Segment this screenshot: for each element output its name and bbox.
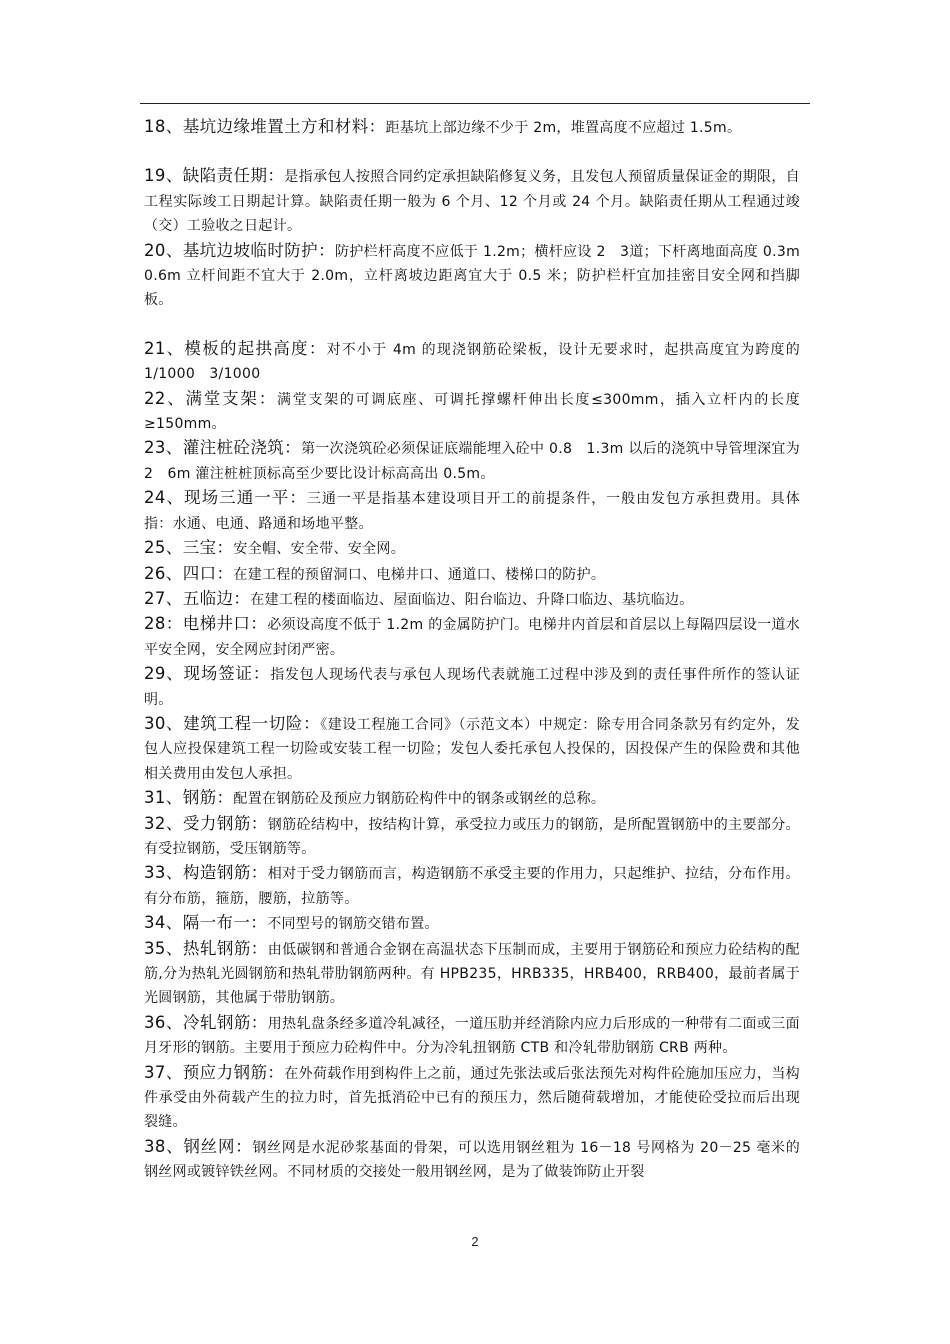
entry-term: 38、钢丝网： [144, 1136, 253, 1156]
entry-text: 满堂支架的可调底座、可调托撑螺杆伸出长度≤300mm，插入立杆内的长度≥150mm。 [144, 391, 800, 433]
entry-27 [144, 587, 800, 612]
entry-text: 《建设工程施工合同》（示范文本）中规定：除专用合同条款另有约定外，发包人应投保建筑工程一切险或安装工程一切险；发包人委托承包人投保的，因投保产生的保险费和其他相关费用由发包人承担。 [144, 716, 800, 782]
entry-term: 32、受力钢筋： [144, 813, 268, 833]
entry-29 [144, 662, 800, 712]
entry-term: 22、满堂支架： [144, 388, 278, 408]
entry-term: 34、隔一布一： [144, 913, 268, 933]
entry-term: 20、基坑边坡临时防护： [144, 240, 336, 260]
entry-text: 配置在钢筋砼及预应力钢筋砼构件中的钢条或钢丝的总称。 [233, 791, 606, 808]
entry-term: 35、热轧钢筋： [144, 938, 268, 958]
entry-text: 用热轧盘条经多道冷轧减径，一道压肋并经消除内应力后形成的一种带有二面或三面月牙形的钢筋。主要用于预应力砼构件中。分为冷轧扭钢筋 CTB 和冷轧带肋钢筋 CRB 两种。 [144, 1015, 800, 1057]
entry-term: 27、五临边： [144, 588, 251, 608]
entry-37 [144, 1061, 800, 1135]
entry-text: 不同型号的钢筋交错布置。 [267, 916, 439, 933]
entry-text: 是指承包人按照合同约定承担缺陷修复义务，且发包人预留质量保证金的期限，自工程实际竣工日期起计算。缺陷责任期一般为 6 个月、12 个月或 24 个月。缺陷责任期从工程通过竣（交）工验收之日起计。 [144, 169, 800, 235]
entry-text: 相对于受力钢筋而言，构造钢筋不承受主要的作用力，只起维护、拉结，分布作用。有分布筋，箍筋，腰筋，拉筋等。 [144, 866, 800, 907]
entry-19 [144, 164, 800, 238]
entry-text: 钢筋砼结构中，按结构计算，承受拉力或压力的钢筋，是所配置钢筋中的主要部分。有受拉钢筋，受压钢筋等。 [144, 816, 800, 857]
entry-text: 距基坑上部边缘不少于 2m，堆置高度不应超过 1.5m。 [385, 120, 742, 136]
entry-28 [144, 612, 800, 662]
entry-34 [144, 911, 800, 936]
entry-38 [144, 1135, 800, 1185]
entry-text: 在外荷载作用到构件上之前，通过先张法或后张法预先对构件砼施加压应力，当构件承受由外荷载产生的拉力时，首先抵消砼中已有的预压力，然后随荷载增加，才能使砼受拉而后出现裂缝。 [144, 1065, 800, 1131]
entry-24 [144, 486, 800, 536]
entry-term: 37、预应力钢筋： [144, 1062, 285, 1082]
entry-30 [144, 712, 800, 786]
entry-25 [144, 536, 800, 561]
entry-22 [144, 387, 800, 437]
entry-33 [144, 861, 800, 911]
entry-text: 三通一平是指基本建设项目开工的前提条件，一般由发包方承担费用。具体指：水通、电通、路通和场地平整。 [144, 491, 800, 532]
entry-term: 28：电梯井口： [144, 614, 268, 634]
entry-text: 在建工程的预留洞口、电梯井口、通道口、楼梯口的防护。 [233, 566, 606, 583]
entry-term: 31、钢筋： [144, 788, 234, 808]
entry-20 [144, 239, 815, 313]
entry-term: 24、现场三通一平： [144, 488, 307, 508]
entry-text: 必须设高度不低于 1.2m 的金属防护门。电梯井内首层和首层以上每隔四层设一道水平安全网，安全网应封闭严密。 [144, 617, 801, 658]
glossary-content [144, 115, 815, 1185]
entry-term: 19、缺陷责任期： [144, 166, 285, 186]
page-number: 2 [471, 1234, 479, 1249]
entry-term: 21、模板的起拱高度： [144, 338, 327, 358]
entry-term: 36、冷轧钢筋： [144, 1012, 268, 1032]
entry-term: 25、三宝： [144, 538, 234, 558]
entry-term: 26、四口： [144, 563, 234, 583]
entry-18 [144, 115, 800, 140]
entry-term: 18、基坑边缘堆置土方和材料： [144, 117, 386, 136]
entry-text: 对不小于 4m 的现浇钢筋砼梁板，设计无要求时，起拱高度宜为跨度的 1/1000 3/1000 [144, 341, 800, 383]
entry-text: 指发包人现场代表与承包人现场代表就施工过程中涉及到的责任事件所作的签认证明。 [144, 667, 800, 708]
entry-36 [144, 1011, 800, 1061]
entry-term: 33、构造钢筋： [144, 863, 268, 883]
entry-31 [144, 786, 800, 811]
entry-text: 第一次浇筑砼必须保证底端能埋入砼中 0.8 1.3m 以后的浇筑中导管埋深宜为 2 6m 灌注桩桩顶标高至少要比设计标高高出 0.5m。 [144, 441, 801, 482]
entry-term: 30、建筑工程一切险： [144, 713, 321, 733]
entry-term: 23、灌注桩砼浇筑： [144, 438, 302, 458]
entry-35 [144, 937, 800, 1011]
entry-26 [144, 562, 800, 587]
entry-text: 由低碳钢和普通合金钢在高温状态下压制而成，主要用于钢筋砼和预应力砼结构的配筋,分为热轧光圆钢筋和热轧带肋钢筋两种。有 HPB235，HRB335，HRB400，RRB400，最前者属于光圆钢筋，其他属于带肋钢筋。 [144, 941, 800, 1007]
entry-32 [144, 812, 800, 862]
entry-text: 钢丝网是水泥砂浆基面的骨架，可以选用钢丝粗为 16－18 号网格为 20－25 毫米的钢丝网或镀锌铁丝网。不同材质的交接处一般用钢丝网，是为了做装饰防止开裂 [144, 1139, 800, 1181]
entry-text: 在建工程的楼面临边、屋面临边、阳台临边、升降口临边、基坑临边。 [250, 591, 694, 608]
entry-23 [144, 436, 800, 486]
entry-21 [144, 337, 800, 387]
entry-text: 防护栏杆高度不应低于 1.2m；横杆应设 2 3道；下杆离地面高度 0.3m 0.6m 立杆间距不宜大于 2.0m，立杆离坡边距离宜大于 0.5 米；防护栏杆宜加挂密目安全网和挡脚板。 [144, 243, 815, 309]
entry-text: 安全帽、安全带、安全网。 [233, 541, 406, 558]
entry-term: 29、现场签证： [144, 664, 271, 684]
header-rule [140, 103, 810, 104]
